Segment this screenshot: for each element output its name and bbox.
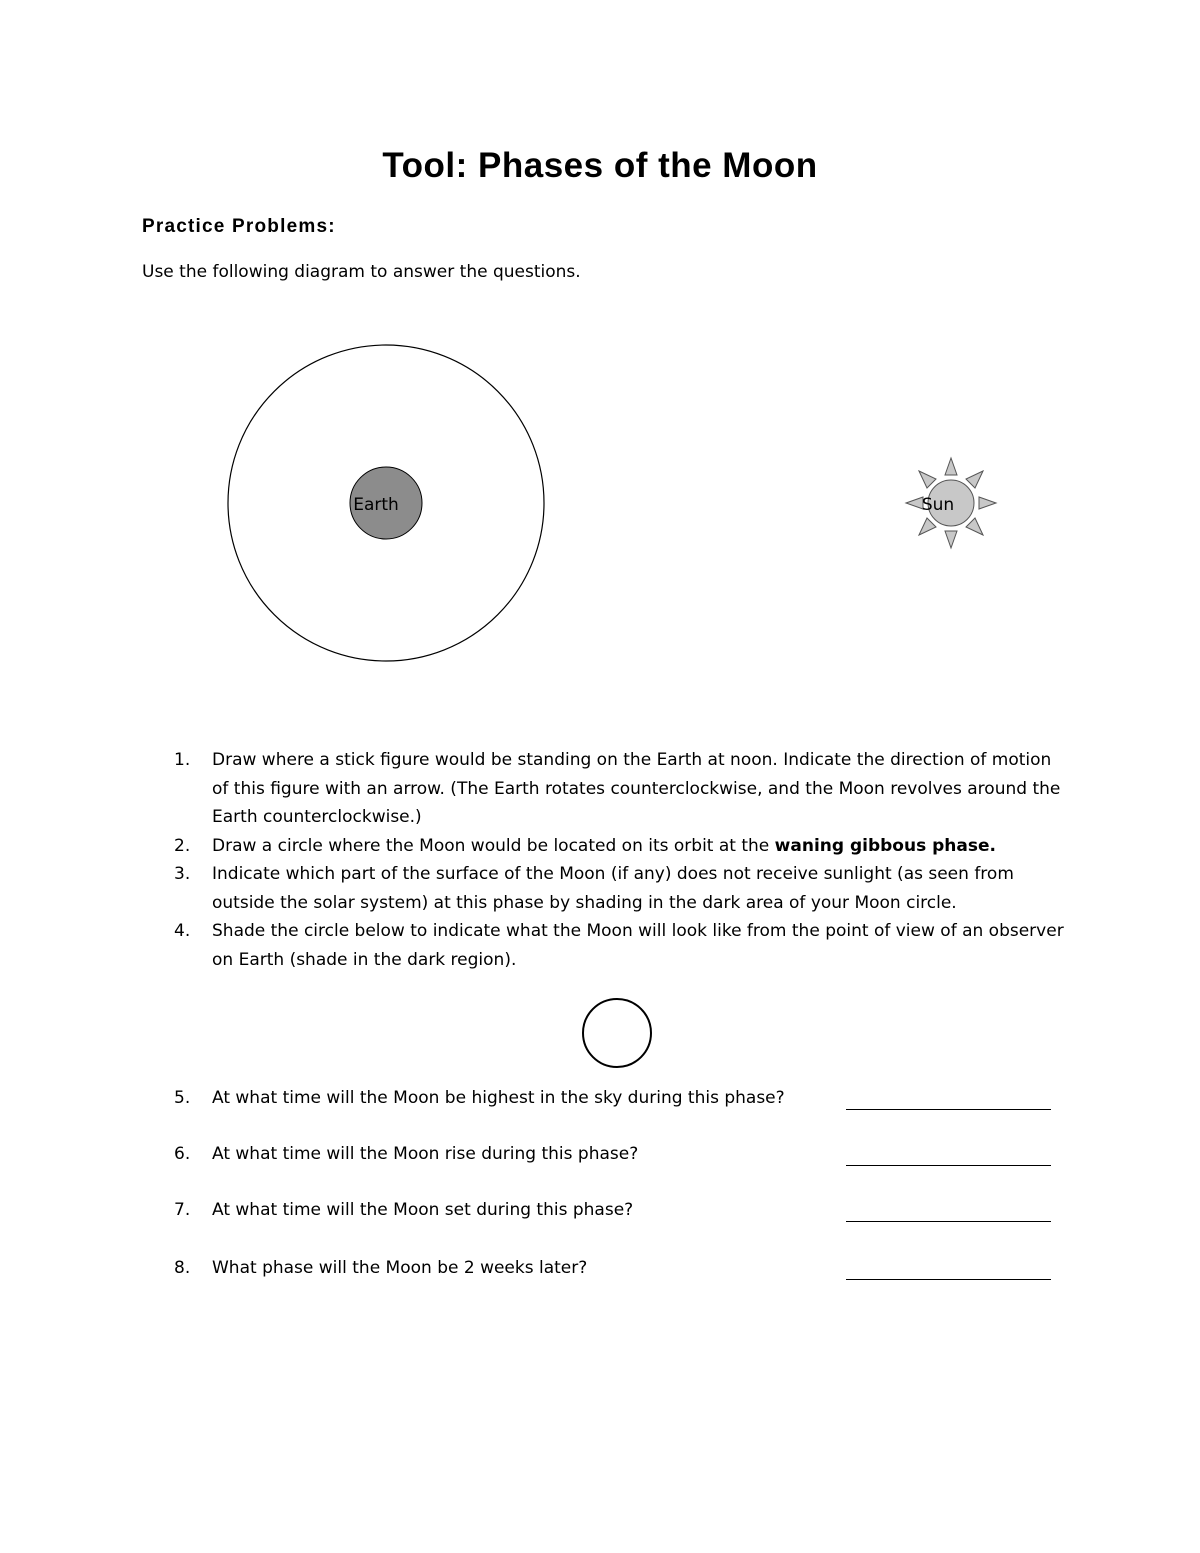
moon-shading-circle[interactable] (582, 998, 652, 1068)
sun-ray (919, 518, 936, 535)
question-number: 5. (174, 1088, 191, 1108)
question-text: At what time will the Moon rise during this phase? (212, 1144, 639, 1164)
question-number: 8. (174, 1258, 191, 1278)
question-text: At what time will the Moon set during this phase? (212, 1200, 634, 1220)
question-text: At what time will the Moon be highest in the sky during this phase? (212, 1088, 785, 1108)
question-text: Draw where a stick figure would be standing on the Earth at noon. Indicate the direction of motion of this figure with an arrow. (The Earth rotates counterclockwise, and the Moon revolves around the Earth counterclockwise.) (212, 750, 1061, 827)
answer-blank[interactable] (846, 1165, 1051, 1166)
sun-ray (979, 497, 996, 509)
question-text: What phase will the Moon be 2 weeks later? (212, 1258, 588, 1278)
question-7 (174, 1200, 1054, 1230)
question-number: 2. (174, 835, 191, 856)
sun-ray (966, 518, 983, 535)
sun-ray (966, 471, 983, 488)
question-4 (170, 917, 1070, 974)
question-3 (170, 860, 1070, 917)
question-text: Shade the circle below to indicate what the Moon will look like from the point of view of an observer on Earth (shade in the dark region). (212, 921, 1064, 970)
question-emphasis: waning gibbous phase. (774, 835, 996, 856)
question-5 (174, 1088, 1054, 1118)
question-number: 4. (174, 921, 191, 941)
sun-ray (919, 471, 936, 488)
question-6 (174, 1144, 1054, 1174)
sun-ray (906, 497, 923, 509)
earth-sun-diagram (0, 0, 1200, 700)
intro-text: Use the following diagram to answer the questions. (142, 262, 581, 282)
question-2 (170, 832, 1070, 861)
question-8 (174, 1258, 1054, 1288)
question-number: 3. (174, 864, 191, 884)
earth-label: Earth (353, 495, 399, 515)
question-1 (170, 746, 1070, 832)
answer-blank[interactable] (846, 1279, 1051, 1280)
question-list (170, 746, 1070, 974)
question-number: 1. (174, 750, 191, 770)
answer-blank[interactable] (846, 1109, 1051, 1110)
answer-blank[interactable] (846, 1221, 1051, 1222)
question-text: Draw a circle where the Moon would be located on its orbit at the (212, 835, 775, 856)
question-number: 6. (174, 1144, 191, 1164)
question-text: Indicate which part of the surface of the Moon (if any) does not receive sunlight (as seen from outside the solar system) at this phase by shading in the dark area of your Moon circle. (212, 864, 1014, 913)
page-title: Tool: Phases of the Moon (382, 146, 818, 185)
question-number: 7. (174, 1200, 191, 1220)
section-heading: Practice Problems: (142, 216, 336, 237)
sun-ray (945, 458, 957, 475)
sun-ray (945, 531, 957, 548)
sun-label: Sun (921, 495, 955, 515)
